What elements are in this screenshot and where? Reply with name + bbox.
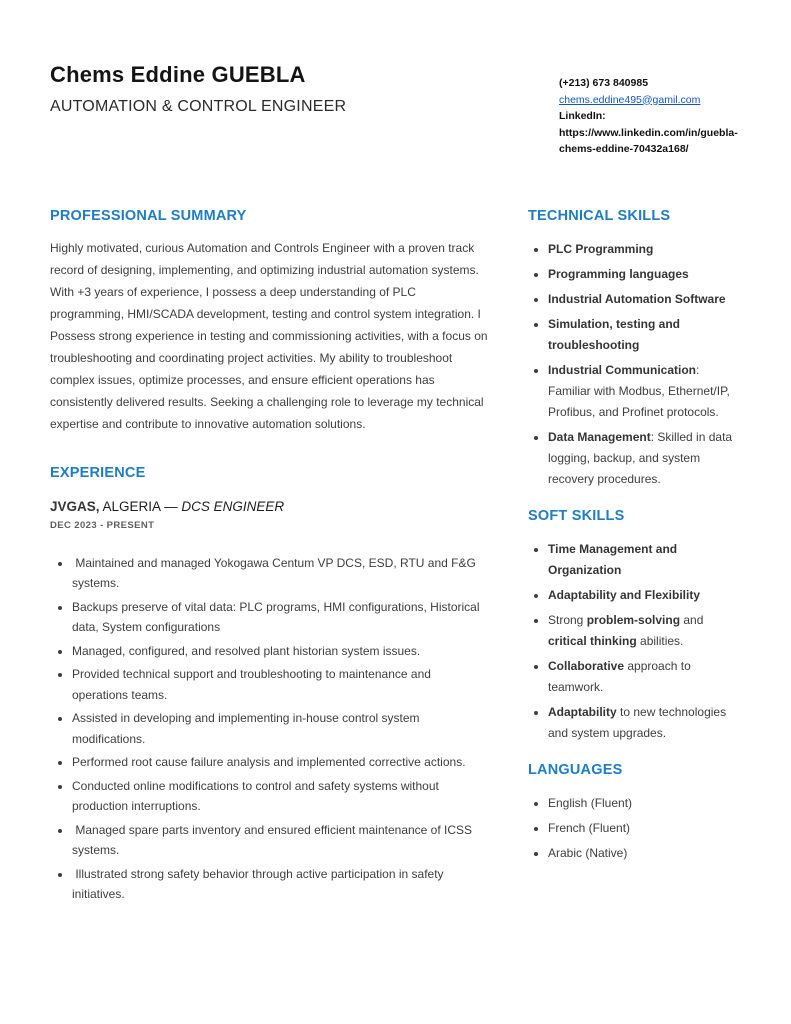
contact-block: [559, 75, 743, 158]
technical-skills-list: [528, 239, 743, 490]
list-item: • Time Management and Organization: [548, 539, 743, 581]
list-item: • Illustrated strong safety behavior through active participation in safety initiatives.: [72, 864, 490, 905]
languages-section: [528, 762, 743, 864]
technical-skills-section: [528, 208, 743, 490]
left-column: [50, 208, 490, 908]
job-location: ALGERIA —: [99, 498, 182, 514]
languages-list: [528, 793, 743, 864]
section-heading-soft-skills: SOFT SKILLS: [528, 507, 625, 524]
soft-skills-list: [528, 539, 743, 744]
list-item: • French (Fluent): [548, 818, 743, 839]
list-item: • Backups preserve of vital data: PLC programs, HMI configurations, Historical data, System configurations: [72, 597, 490, 638]
list-item: • Simulation, testing and troubleshooting: [548, 314, 743, 356]
job-dates: DEC 2023 - PRESENT: [50, 519, 155, 531]
experience-section: [50, 465, 490, 905]
linkedin-label: LinkedIn:: [559, 110, 606, 122]
email-link[interactable]: chems.eddine495@gamil.com: [559, 93, 701, 106]
job-role: DCS ENGINEER: [181, 498, 285, 514]
job-company: JVGAS,: [50, 498, 100, 514]
list-item: • English (Fluent): [548, 793, 743, 814]
linkedin-url-link[interactable]: https://www.linkedin.com/in/guebla-chems-eddine-70432a168/: [559, 126, 738, 155]
phone-number: (+213) 673 840985: [559, 77, 649, 89]
list-item: • Assisted in developing and implementing in-house control system modifications.: [72, 708, 490, 749]
soft-skills-section: [528, 508, 743, 744]
list-item: • Data Management: Skilled in data logging, backup, and system recovery procedures.: [548, 427, 743, 490]
identity-block: [50, 62, 346, 116]
list-item: • PLC Programming: [548, 239, 743, 260]
list-item: • Collaborative approach to teamwork.: [548, 656, 743, 698]
list-item: • Managed spare parts inventory and ensured efficient maintenance of ICSS systems.: [72, 820, 490, 861]
list-item: • Arabic (Native): [548, 843, 743, 864]
section-heading-languages: LANGUAGES: [528, 761, 623, 778]
list-item: • Managed, configured, and resolved plant historian system issues.: [72, 641, 490, 662]
list-item: • Provided technical support and troubleshooting to maintenance and operations teams.: [72, 664, 490, 705]
list-item: • Industrial Automation Software: [548, 289, 743, 310]
list-item: • Adaptability to new technologies and system upgrades.: [548, 702, 743, 744]
section-heading-professional-summary: PROFESSIONAL SUMMARY: [50, 207, 247, 224]
list-item: • Strong problem-solving and critical thinking abilities.: [548, 610, 743, 652]
header: [50, 62, 743, 158]
list-item: • Adaptability and Flexibility: [548, 585, 743, 606]
section-heading-experience: EXPERIENCE: [50, 464, 146, 481]
professional-summary-section: [50, 208, 490, 435]
list-item: • Conducted online modifications to control and safety systems without production interruptions.: [72, 776, 490, 817]
summary-text: Highly motivated, curious Automation and Controls Engineer with a proven track record of designing, implementing, and optimizing industrial automation systems. With +3 years of experience, I possess a deep understanding of PLC programming, HMI/SCADA development, testing and control system integration. I Possess strong experience in testing and commissioning activities, with a focus on troubleshooting and coordinating project activities. My ability to troubleshoot complex issues, optimize processes, and ensure efficient operations has consistently delivered results. Seeking a challenging role to leverage my technical expertise and contribute to innovative automation solutions.: [50, 240, 488, 431]
list-item: • Maintained and managed Yokogawa Centum VP DCS, ESD, RTU and F&G systems.: [72, 553, 490, 594]
main-columns: [50, 208, 743, 908]
experience-bullet-list: [50, 553, 490, 905]
section-heading-technical-skills: TECHNICAL SKILLS: [528, 207, 671, 224]
list-item: • Programming languages: [548, 264, 743, 285]
right-column: [528, 208, 743, 908]
list-item: • Performed root cause failure analysis and implemented corrective actions.: [72, 752, 490, 773]
person-title: AUTOMATION & CONTROL ENGINEER: [50, 98, 347, 115]
person-name: Chems Eddine GUEBLA: [50, 62, 306, 87]
job-heading: [50, 499, 490, 514]
list-item: • Industrial Communication: Familiar with Modbus, Ethernet/IP, Profibus, and Profinet protocols.: [548, 360, 743, 423]
